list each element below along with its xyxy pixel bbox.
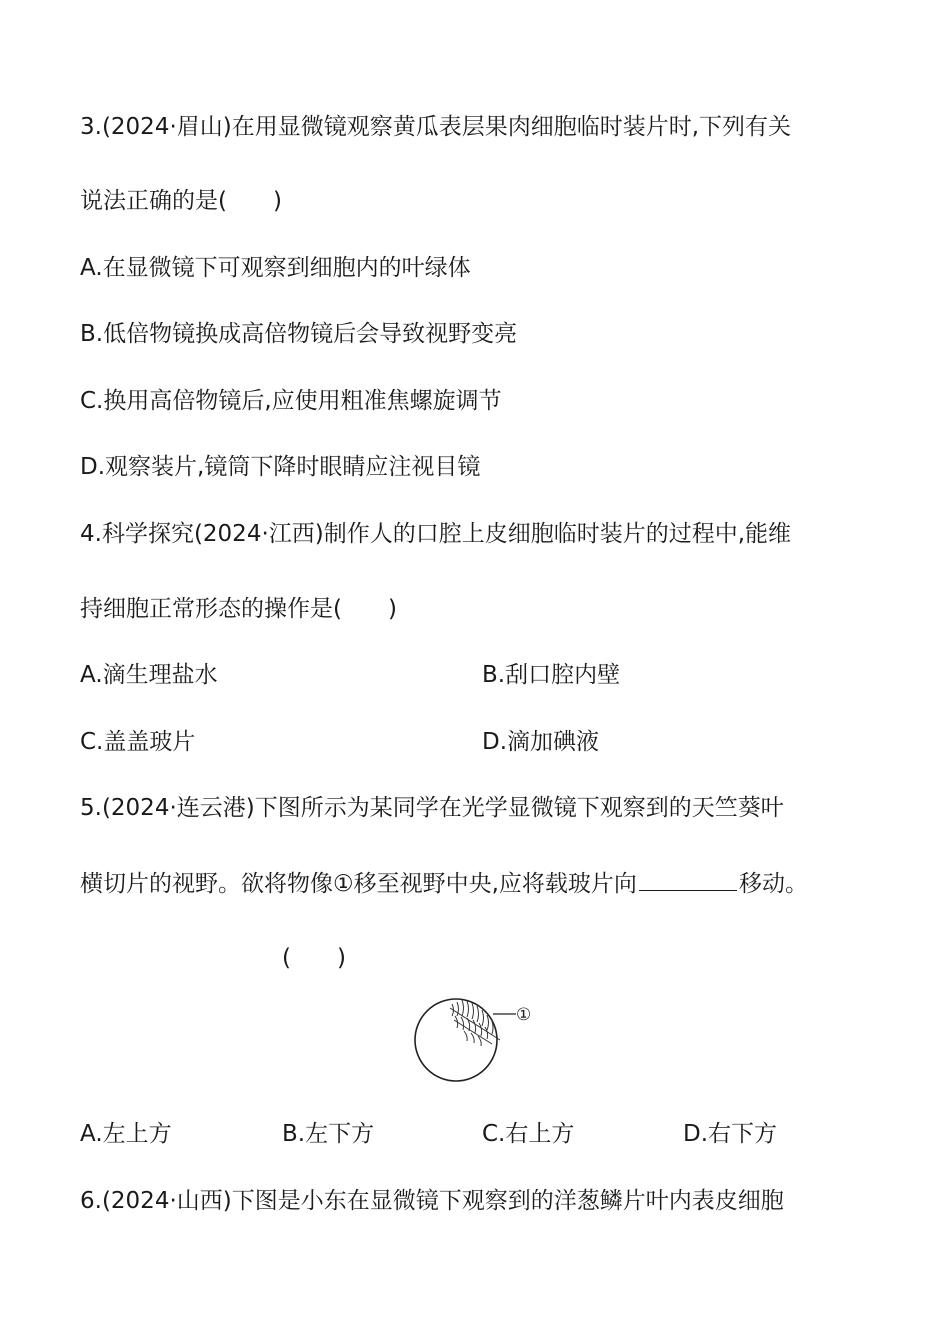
q5-stem-after: 移动。	[738, 871, 808, 897]
q3-option-c: C.换用高倍物镜后,应使用粗准焦螺旋调节	[80, 388, 502, 414]
q4-option-d: D.滴加碘液	[482, 729, 600, 755]
q3-stem-line2: 说法正确的是( )	[80, 188, 282, 214]
q4-option-c: C.盖盖玻片	[80, 729, 196, 755]
microscope-field-figure	[410, 990, 540, 1086]
q4-option-b: B.刮口腔内壁	[482, 662, 621, 688]
q5-option-d: D.右下方	[683, 1121, 778, 1147]
figure-label: ①	[516, 1005, 532, 1025]
q5-option-c: C.右上方	[482, 1121, 575, 1147]
q4-stem-line2: 持细胞正常形态的操作是( )	[80, 596, 397, 622]
q5-answer-paren: ( )	[282, 945, 346, 971]
q5-option-a: A.左上方	[80, 1121, 172, 1147]
q5-stem-line1: 5.(2024·连云港)下图所示为某同学在光学显微镜下观察到的天竺葵叶	[80, 795, 784, 821]
q3-stem-line1: 3.(2024·眉山)在用显微镜观察黄瓜表层果肉细胞临时装片时,下列有关	[80, 114, 792, 140]
answer-blank	[639, 868, 737, 891]
q4-stem-line1: 4.科学探究(2024·江西)制作人的口腔上皮细胞临时装片的过程中,能维	[80, 521, 792, 547]
leaf-cells-cluster	[450, 1000, 500, 1046]
q3-option-a: A.在显微镜下可观察到细胞内的叶绿体	[80, 255, 471, 281]
q5-stem-line2	[80, 868, 808, 899]
q3-option-b: B.低倍物镜换成高倍物镜后会导致视野变亮	[80, 321, 518, 347]
q3-option-d: D.观察装片,镜筒下降时眼睛应注视目镜	[80, 454, 481, 480]
q4-option-a: A.滴生理盐水	[80, 662, 218, 688]
q5-stem-before: 横切片的视野。欲将物像①移至视野中央,应将载玻片向	[80, 871, 637, 897]
q6-stem-line1: 6.(2024·山西)下图是小东在显微镜下观察到的洋葱鳞片叶内表皮细胞	[80, 1188, 784, 1214]
q5-option-b: B.左下方	[282, 1121, 375, 1147]
